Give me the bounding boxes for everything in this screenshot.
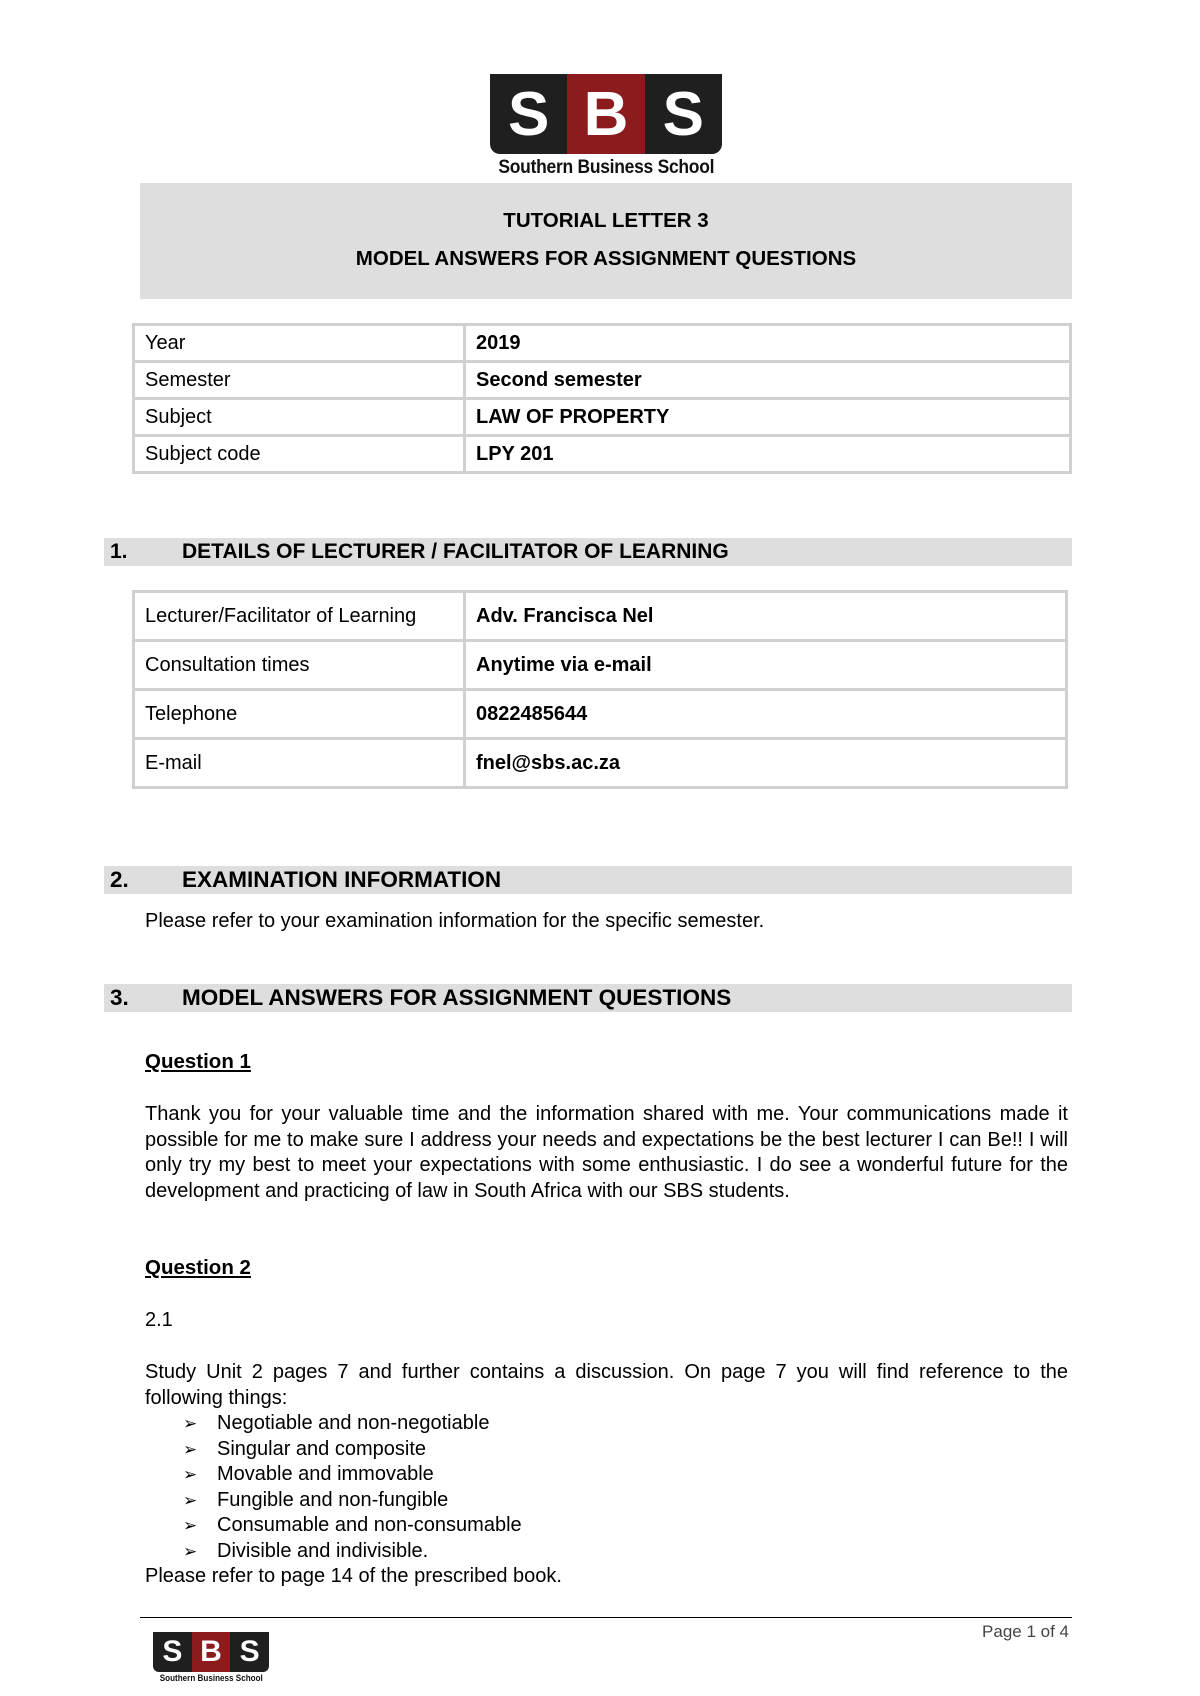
logo-letter: B — [192, 1632, 231, 1672]
question-2-subnumber: 2.1 — [145, 1309, 173, 1331]
consultation-label: Consultation times — [134, 641, 465, 690]
list-item — [183, 1462, 522, 1488]
list-item-text: Consumable and non-consumable — [217, 1514, 522, 1536]
email-label: E-mail — [134, 739, 465, 788]
title-box — [140, 183, 1072, 299]
table-row — [134, 436, 1071, 473]
section-number: 1. — [110, 540, 128, 563]
telephone-label: Telephone — [134, 690, 465, 739]
list-item-text: Negotiable and non-negotiable — [217, 1412, 490, 1434]
telephone-value: 0822485644 — [465, 690, 1067, 739]
list-item — [183, 1437, 522, 1463]
logo-letter: S — [153, 1632, 192, 1672]
arrow-bullet-icon: ➢ — [183, 1541, 198, 1561]
question-2-intro: Study Unit 2 pages 7 and further contains a discussion. On page 7 you will find reference to the following things: — [145, 1361, 1068, 1409]
arrow-bullet-icon: ➢ — [183, 1439, 198, 1459]
list-item — [183, 1488, 522, 1514]
table-row — [134, 641, 1067, 690]
document-title: TUTORIAL LETTER 3 — [503, 209, 709, 232]
section-title: EXAMINATION INFORMATION — [182, 867, 502, 892]
table-row — [134, 362, 1071, 399]
section-heading-model-answers — [104, 984, 1072, 1012]
question-1-text: Thank you for your valuable time and the information shared with me. Your communications made it possible for me to make sure I address your needs and expectations be the best lecturer I can Be!! I will only try my best to meet your expectations with some enthusiastic. I do see a wonderful future for the development and practicing of law in South Africa with our SBS students. — [145, 1103, 1068, 1202]
footer-sbs-logo — [153, 1632, 269, 1683]
lecturer-value: Adv. Francisca Nel — [465, 592, 1067, 641]
table-row — [134, 399, 1071, 436]
logo-tagline: Southern Business School — [159, 1673, 263, 1683]
list-item — [183, 1411, 522, 1437]
section-number: 2. — [110, 867, 129, 892]
list-item — [183, 1539, 522, 1565]
arrow-bullet-icon: ➢ — [183, 1465, 198, 1484]
arrow-bullet-icon: ➢ — [183, 1516, 198, 1535]
section-number: 3. — [110, 985, 129, 1010]
semester-label: Semester — [134, 362, 465, 399]
logo-letter: B — [567, 74, 644, 154]
subject-code-label: Subject code — [134, 436, 465, 473]
sbs-logo — [490, 74, 722, 179]
year-label: Year — [134, 325, 465, 362]
document-subtitle: MODEL ANSWERS FOR ASSIGNMENT QUESTIONS — [355, 247, 857, 270]
arrow-bullet-icon: ➢ — [183, 1414, 198, 1433]
logo-blocks — [153, 1632, 269, 1672]
logo-blocks — [490, 74, 722, 154]
list-item-text: Fungible and non-fungible — [217, 1488, 449, 1511]
lecturer-label: Lecturer/Facilitator of Learning — [134, 592, 465, 641]
question-1-heading: Question 1 — [145, 1050, 251, 1073]
list-item-text: Singular and composite — [217, 1437, 427, 1460]
year-value: 2019 — [465, 325, 1071, 362]
lecturer-info-table — [132, 590, 1068, 789]
list-item — [183, 1513, 522, 1539]
consultation-value: Anytime via e-mail — [465, 641, 1067, 690]
table-row — [134, 592, 1067, 641]
table-row — [134, 739, 1067, 788]
question-2-closing: Please refer to page 14 of the prescribed book. — [145, 1565, 562, 1587]
email-value: fnel@sbs.ac.za — [465, 739, 1067, 788]
section-heading-lecturer — [104, 538, 1072, 566]
logo-letter: S — [490, 74, 567, 154]
footer-divider — [140, 1617, 1072, 1618]
subject-value: LAW OF PROPERTY — [465, 399, 1071, 436]
list-item-text: Movable and immovable — [217, 1463, 434, 1485]
section-heading-examination — [104, 866, 1072, 894]
logo-letter: S — [230, 1632, 269, 1672]
section-title: MODEL ANSWERS FOR ASSIGNMENT QUESTIONS — [182, 985, 732, 1010]
logo-letter: S — [645, 74, 722, 154]
table-row — [134, 690, 1067, 739]
examination-text: Please refer to your examination information for the specific semester. — [145, 910, 765, 932]
arrow-bullet-icon: ➢ — [183, 1490, 198, 1510]
page-number: Page 1 of 4 — [982, 1622, 1069, 1641]
subject-code-value: LPY 201 — [465, 436, 1071, 473]
list-item-text: Divisible and indivisible. — [217, 1539, 429, 1562]
table-row — [134, 325, 1071, 362]
section-title: DETAILS OF LECTURER / FACILITATOR OF LEARNING — [182, 540, 729, 563]
course-info-table — [132, 323, 1072, 474]
logo-tagline: Southern Business School — [498, 157, 714, 178]
semester-value: Second semester — [465, 362, 1071, 399]
subject-label: Subject — [134, 399, 465, 436]
question-2-heading: Question 2 — [145, 1256, 251, 1279]
bullet-list — [183, 1411, 522, 1564]
